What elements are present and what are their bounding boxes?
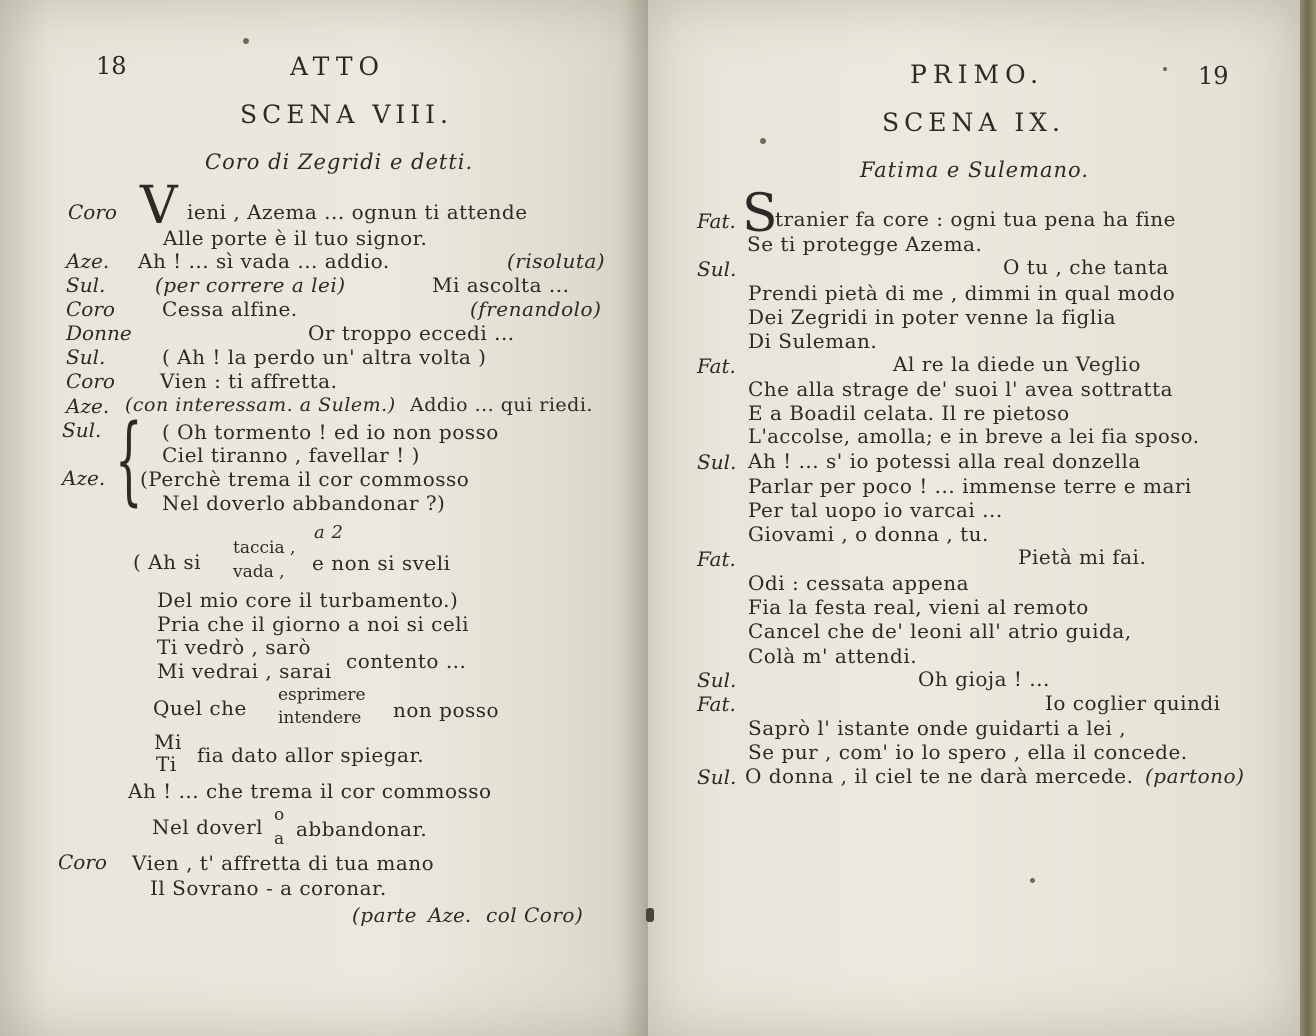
stage-direction: (con interessam. a Sulem.) <box>125 394 396 416</box>
page-number-right: 19 <box>1198 62 1229 90</box>
speaker: Aze. <box>66 249 110 273</box>
verse-line: Ah ! ... sì vada ... addio. <box>138 249 390 273</box>
verse-line: abbandonar. <box>296 817 428 841</box>
stage-direction: (frenandolo) <box>470 297 602 321</box>
speaker: Coro <box>66 369 115 393</box>
verse-line: Ah ! ... s' io potessi alla real donzella <box>748 449 1141 473</box>
speaker: Fat. <box>697 209 736 233</box>
variant-top: o <box>274 805 285 825</box>
verse-line: Ciel tiranno , favellar ! ) <box>162 443 420 467</box>
verse-line: E a Boadil celata. Il re pietoso <box>748 401 1070 425</box>
verse-line: e non si sveli <box>312 551 451 575</box>
verse-line: Ti vedrò , sarò <box>157 635 311 659</box>
paper-speck <box>1163 67 1167 71</box>
paper-speck <box>243 38 249 44</box>
stage-direction: (parte <box>352 903 417 927</box>
scene-heading-right: Fatima e Sulemano. <box>860 158 1089 182</box>
verse-line: Odi : cessata appena <box>748 571 970 595</box>
verse-line: Del mio core il turbamento.) <box>157 588 459 612</box>
paper-speck <box>760 138 766 144</box>
speaker: Donne <box>66 321 132 345</box>
stage-direction: col Coro) <box>486 903 584 927</box>
verse-line: Vien , t' affretta di tua mano <box>132 851 435 875</box>
speaker: Coro <box>58 850 107 874</box>
verse-line: Vien : ti affretta. <box>160 369 338 393</box>
stage-direction: (risoluta) <box>507 249 606 273</box>
page-number-left: 18 <box>96 52 127 80</box>
verse-line: (Perchè trema il cor commosso <box>140 467 470 491</box>
verse-line: non posso <box>393 698 500 722</box>
brace: { <box>115 404 143 516</box>
variant-bottom: Ti <box>156 752 177 776</box>
speaker: Sul. <box>62 418 102 442</box>
speaker: Sul. <box>697 257 737 281</box>
verse-line: O tu , che tanta <box>1003 255 1169 279</box>
verse-line: Parlar per poco ! ... immense terre e mari <box>748 474 1192 498</box>
verse-line: tranier fa core : ogni tua pena ha fine <box>775 207 1176 231</box>
stage-direction: (partono) <box>1145 764 1245 788</box>
book-edge <box>1300 0 1316 1036</box>
verse-line: Giovami , o donna , tu. <box>748 522 989 546</box>
speaker: Aze. <box>66 394 110 418</box>
verse-line: ieni , Azema ... ognun ti attende <box>187 200 528 224</box>
running-head-right: PRIMO. <box>910 60 1045 89</box>
paper-speck <box>1030 878 1035 883</box>
verse-line: Cessa alfine. <box>162 297 298 321</box>
speaker: Fat. <box>697 354 736 378</box>
verse-line: fia dato allor spiegar. <box>197 743 425 767</box>
verse-line: Di Suleman. <box>748 329 878 353</box>
speaker: Sul. <box>66 273 106 297</box>
verse-line: Quel che <box>153 696 247 720</box>
variant-bottom: a <box>274 829 285 849</box>
speaker: Sul. <box>697 668 737 692</box>
verse-line: Pietà mi fai. <box>1018 545 1147 569</box>
verse-line: Ah ! ... che trema il cor commosso <box>128 779 492 803</box>
stage-direction: (per correre a lei) <box>155 273 346 297</box>
running-head-left: ATTO <box>290 52 385 81</box>
verse-line: ( Oh tormento ! ed io non posso <box>162 420 499 444</box>
speaker: Coro <box>68 200 117 224</box>
scene-title-left: SCENA VIII. <box>240 100 454 129</box>
variant-top: esprimere <box>278 685 366 705</box>
variant-top: Mi <box>154 730 182 754</box>
verse-line: Il Sovrano - a coronar. <box>150 876 387 900</box>
verse-line: Pria che il giorno a noi si celi <box>157 612 470 636</box>
verse-line: Oh gioja ! ... <box>918 667 1050 691</box>
variant-bottom: vada , <box>233 562 285 582</box>
verse-line: Dei Zegridi in poter venne la figlia <box>748 305 1117 329</box>
verse-line: Cancel che de' leoni all' atrio guida, <box>748 619 1132 643</box>
variant-bottom: intendere <box>278 708 362 728</box>
verse-line: Al re la diede un Veglio <box>893 352 1141 376</box>
verse-line: Saprò l' istante onde guidarti a lei , <box>748 716 1127 740</box>
verse-line: Per tal uopo io varcai ... <box>748 498 1003 522</box>
verse-line: contento ... <box>346 649 467 673</box>
paper-speck <box>646 908 654 922</box>
verse-line: ( Ah si <box>133 550 202 574</box>
speaker: Fat. <box>697 547 736 571</box>
verse-line: Alle porte è il tuo signor. <box>163 226 428 250</box>
verse-line: Se ti protegge Azema. <box>747 232 983 256</box>
speaker: Sul. <box>697 450 737 474</box>
verse-line: Colà m' attendi. <box>748 644 918 668</box>
verse-line: Prendi pietà di me , dimmi in qual modo <box>748 281 1176 305</box>
speaker: Aze. <box>62 466 106 490</box>
duet-marker: a 2 <box>314 522 344 543</box>
verse-line: Mi ascolta ... <box>432 273 570 297</box>
scene-heading-left: Coro di Zegridi e detti. <box>205 150 474 174</box>
verse-line: Mi vedrai , sarai <box>157 659 332 683</box>
speaker: Sul. <box>697 765 737 789</box>
stage-direction: Aze. <box>428 903 472 927</box>
speaker: Fat. <box>697 692 736 716</box>
verse-line: Or troppo eccedi ... <box>308 321 515 345</box>
scene-title-right: SCENA IX. <box>882 108 1066 137</box>
variant-top: taccia , <box>233 538 296 558</box>
drop-cap: V <box>140 176 178 236</box>
speaker: Coro <box>66 297 115 321</box>
verse-line: Io coglier quindi <box>1045 691 1221 715</box>
drop-cap: S <box>742 184 778 244</box>
speaker: Sul. <box>66 345 106 369</box>
verse-line: Addio ... qui riedi. <box>410 394 593 416</box>
verse-line: L'accolse, amolla; e in breve a lei fia sposo. <box>748 425 1200 448</box>
verse-line: Nel doverl <box>152 815 264 839</box>
verse-line: ( Ah ! la perdo un' altra volta ) <box>162 345 487 369</box>
verse-line: Se pur , com' io lo spero , ella il concede. <box>748 740 1188 764</box>
verse-line: Fia la festa real, vieni al remoto <box>748 595 1089 619</box>
verse-line: O donna , il ciel te ne darà mercede. <box>745 764 1134 788</box>
verse-line: Nel doverlo abbandonar ?) <box>162 491 446 515</box>
verse-line: Che alla strage de' suoi l' avea sottratta <box>748 377 1174 401</box>
